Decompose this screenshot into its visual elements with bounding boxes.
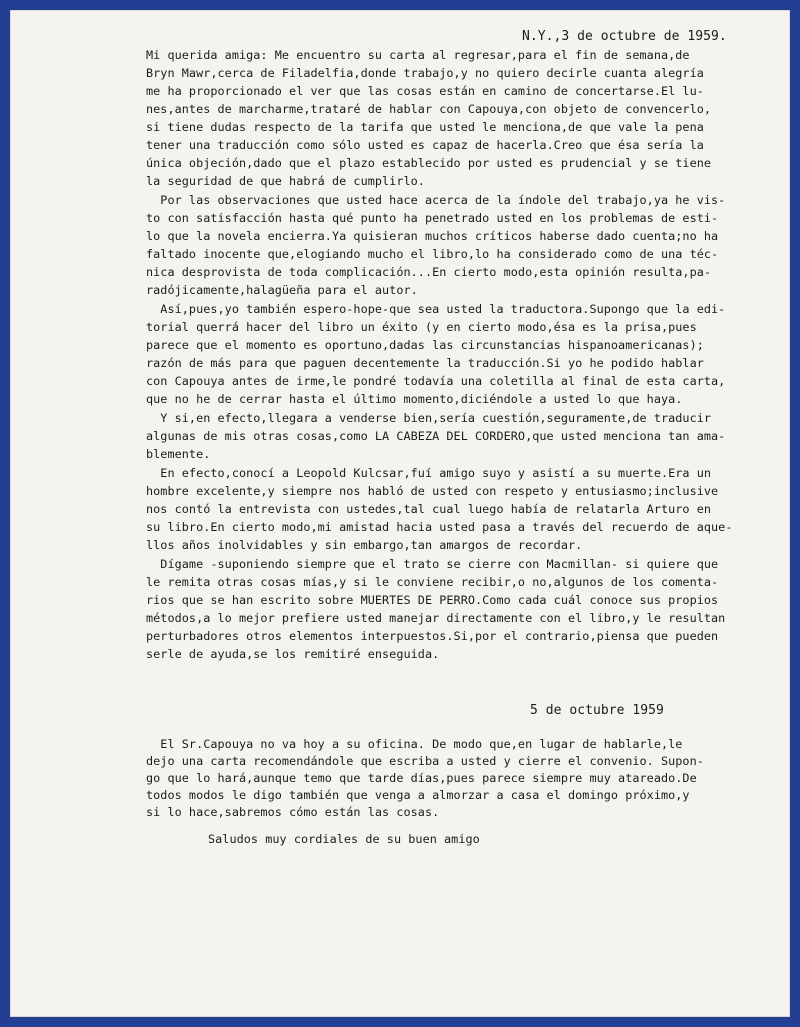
body-line: Mi querida amiga: Me encuentro su carta al regresar,para el fin de semana,de	[146, 48, 690, 62]
body-line: perturbadores otros elementos interpuestos.Si,por el contrario,piensa que pueden	[146, 629, 719, 643]
body-line: lo que la novela encierra.Ya quisieran muchos críticos haberse dado cuenta;no ha	[146, 229, 719, 243]
closing-salutation: Saludos muy cordiales de su buen amigo	[208, 832, 480, 846]
body-line: con Capouya antes de irme,le pondré todavía una coletilla al final de esta carta,	[146, 374, 726, 388]
body-line: to con satisfacción hasta qué punto ha penetrado usted en los problemas de esti-	[146, 211, 719, 225]
body-line: En efecto,conocí a Leopold Kulcsar,fuí amigo suyo y asistí a su muerte.Era un	[146, 466, 712, 480]
body-line: la seguridad de que habrá de cumplirlo.	[146, 174, 425, 188]
body-line: su libro.En cierto modo,mi amistad hacia usted pasa a través del recuerdo de aque-	[146, 520, 733, 534]
body-line: nes,antes de marcharme,trataré de hablar con Capouya,con objeto de convencerlo,	[146, 102, 712, 116]
body-line: llos años inolvidables y sin embargo,tan amargos de recordar.	[146, 538, 583, 552]
body-line: faltado inocente que,elogiando mucho el libro,lo ha considerado como de una téc-	[146, 247, 719, 261]
body-line: serle de ayuda,se los remitiré enseguida.	[146, 647, 440, 661]
body-line: nos contó la entrevista con ustedes,tal cual luego había de relatarla Arturo en	[146, 502, 712, 516]
body-line: Y si,en efecto,llegara a venderse bien,sería cuestión,seguramente,de traducir	[146, 411, 712, 425]
body-line: le remita otras cosas mías,y si le conviene recibir,o no,algunos de los comenta-	[146, 575, 719, 589]
letter-body	[146, 48, 786, 668]
body-line: algunas de mis otras cosas,como LA CABEZA DEL CORDERO,que usted menciona tan ama-	[146, 429, 726, 443]
body-line: si tiene dudas respecto de la tarifa que usted le menciona,de que vale la pena	[146, 120, 704, 134]
postscript-date: 5 de octubre 1959	[530, 703, 664, 718]
postscript-body	[146, 737, 786, 847]
body-line: torial querrá hacer del libro un éxito (y en cierto modo,ésa es la prisa,pues	[146, 320, 697, 334]
body-line: Por las observaciones que usted hace acerca de la índole del trabajo,ya he vis-	[146, 193, 726, 207]
body-line: radójicamente,halagüeña para el autor.	[146, 283, 418, 297]
body-line: única objeción,dado que el plazo establecido por usted es prudencial y se tiene	[146, 156, 712, 170]
postscript-line: dejo una carta recomendándole que escriba a usted y cierre el convenio. Supon-	[146, 754, 704, 768]
body-line: Bryn Mawr,cerca de Filadelfia,donde trabajo,y no quiero decirle cuanta alegría	[146, 66, 704, 80]
body-line: me ha proporcionado el ver que las cosas están en camino de concertarse.El lu-	[146, 84, 704, 98]
body-line: Así,pues,yo también espero-hope-que sea usted la traductora.Supongo que la edi-	[146, 302, 726, 316]
postscript-line: si lo hace,sabremos cómo están las cosas.	[146, 805, 440, 819]
body-line: parece que el momento es oportuno,dadas las circunstancias hispanoamericanas);	[146, 338, 704, 352]
postscript-line: go que lo hará,aunque temo que tarde días,pues parece siempre muy atareado.De	[146, 771, 697, 785]
body-line: razón de más para que paguen decentemente la traducción.Si yo he podido hablar	[146, 356, 704, 370]
body-line: que no he de cerrar hasta el último momento,diciéndole a usted lo que haya.	[146, 392, 683, 406]
letter-date: N.Y.,3 de octubre de 1959.	[522, 29, 727, 44]
body-line: blemente.	[146, 447, 211, 461]
letter-page	[10, 10, 790, 1017]
body-line: tener una traducción como sólo usted es capaz de hacerla.Creo que ésa sería la	[146, 138, 704, 152]
body-line: rios que se han escrito sobre MUERTES DE PERRO.Como cada cuál conoce sus propios	[146, 593, 719, 607]
body-line: nica desprovista de toda complicación...En cierto modo,esta opinión resulta,pa-	[146, 265, 712, 279]
postscript-line: todos modos le digo también que venga a almorzar a casa el domingo próximo,y	[146, 788, 690, 802]
body-line: Dígame -suponiendo siempre que el trato se cierre con Macmillan- si quiere que	[146, 557, 719, 571]
body-line: métodos,a lo mejor prefiere usted manejar directamente con el libro,y le resultan	[146, 611, 726, 625]
postscript-line: El Sr.Capouya no va hoy a su oficina. De modo que,en lugar de hablarle,le	[146, 737, 683, 751]
body-line: hombre excelente,y siempre nos habló de usted con respeto y entusiasmo;inclusive	[146, 484, 719, 498]
